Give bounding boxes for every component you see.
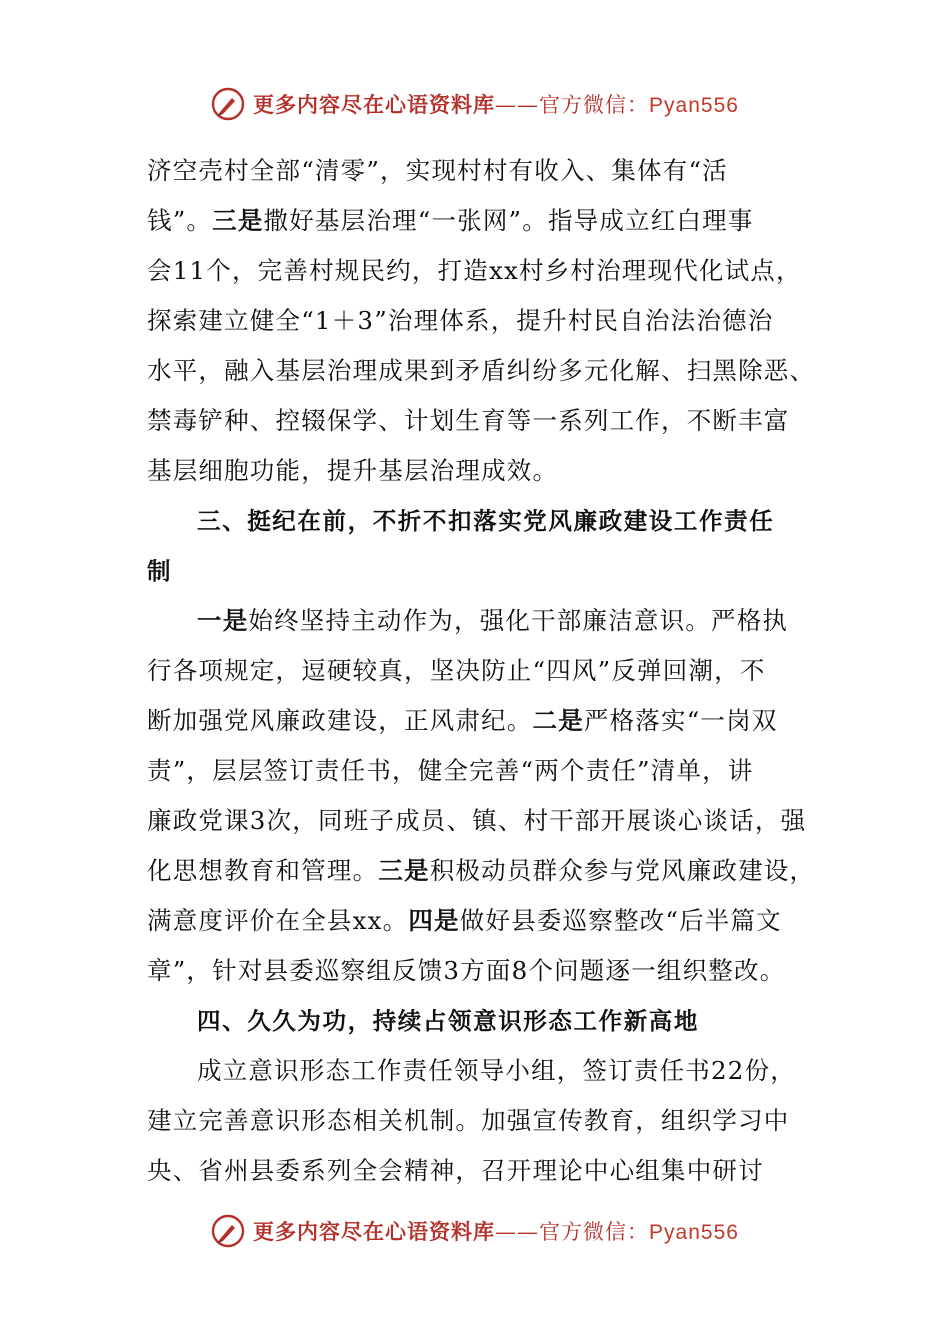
bold-marker: 二是: [532, 706, 584, 735]
text-line: 济空壳村全部“清零”，实现村村有收入、集体有“活: [147, 156, 728, 185]
text-run: 钱”。: [147, 206, 213, 235]
document-body: [147, 146, 816, 1196]
header-watermark: [0, 84, 950, 124]
text-line: 章”，针对县委巡察组反馈3方面8个问题逐一组织整改。: [147, 956, 786, 985]
text-line: [147, 596, 807, 646]
text-run: 化思想教育和管理。: [147, 856, 379, 885]
text-line: [147, 846, 816, 896]
text-run: 积极动员群众参与党风廉政建设，: [429, 856, 816, 885]
pen-logo-icon: [211, 1214, 245, 1248]
text-line: 成立意识形态工作责任领导小组，签订责任书22份，: [197, 1056, 796, 1085]
text-line: 基层细胞功能，提升基层治理成效。: [147, 456, 559, 485]
watermark-brand: 更多内容尽在心语资料库: [253, 1219, 496, 1244]
text-line: 会11个，完善村规民约，打造xx村乡村治理现代化试点，: [147, 256, 802, 285]
text-run: 断加强党风廉政建设，正风肃纪。: [147, 706, 533, 735]
text-line: 行各项规定，逗硬较真，坚决防止“四风”反弹回潮，不: [147, 656, 766, 685]
text-line: [147, 696, 807, 746]
text-line: 央、省州县委系列全会精神，召开理论中心组集中研讨: [147, 1156, 764, 1185]
text-line: 建立完善意识形态相关机制。加强宣传教育，组织学习中: [147, 1106, 790, 1135]
section-heading-4: 四、久久为功，持续占领意识形态工作新高地: [197, 1007, 699, 1035]
text-line: 水平，融入基层治理成果到矛盾纠纷多元化解、扫黑除恶、: [147, 356, 816, 385]
bold-marker: 三是: [212, 206, 264, 235]
text-run: 始终坚持主动作为，强化干部廉洁意识。严格执: [248, 606, 789, 635]
watermark-contact-id: Pyan556: [649, 1221, 739, 1244]
pen-logo-icon: [211, 87, 245, 121]
watermark-contact-id: Pyan556: [649, 94, 739, 117]
text-line: 禁毒铲种、控辍保学、计划生育等一系列工作，不断丰富: [147, 406, 790, 435]
watermark-separator: ——: [495, 93, 540, 117]
watermark-text: [253, 1216, 739, 1246]
watermark-separator: ——: [495, 1220, 540, 1244]
watermark-contact-label: 官方微信：: [539, 1220, 650, 1244]
text-run: 严格落实“一岗双: [583, 706, 778, 735]
text-line: 廉政党课3次，同班子成员、镇、村干部开展谈心谈话，强: [147, 806, 807, 835]
section-heading-3: 三、挺纪在前，不折不扣落实党风廉政建设工作责任: [197, 507, 775, 535]
watermark-brand: 更多内容尽在心语资料库: [253, 92, 496, 117]
bold-marker: 一是: [197, 606, 249, 635]
bold-marker: 四是: [408, 906, 460, 935]
text-line: 责”，层层签订责任书，健全完善“两个责任”清单，讲: [147, 756, 754, 785]
text-run: 做好县委巡察整改“后半篇文: [459, 906, 782, 935]
watermark-contact-label: 官方微信：: [539, 93, 650, 117]
watermark-text: [253, 89, 739, 119]
text-line: [147, 196, 807, 246]
footer-watermark: [0, 1211, 950, 1251]
text-line: [147, 896, 807, 946]
text-run: 撒好基层治理“一张网”。指导成立红白理事: [263, 206, 754, 235]
text-run: 满意度评价在全县xx。: [147, 906, 409, 935]
bold-marker: 三是: [378, 856, 430, 885]
section-heading-3-cont: 制: [147, 557, 173, 585]
text-line: 探索建立健全“1＋3”治理体系，提升村民自治法治德治: [147, 306, 774, 335]
